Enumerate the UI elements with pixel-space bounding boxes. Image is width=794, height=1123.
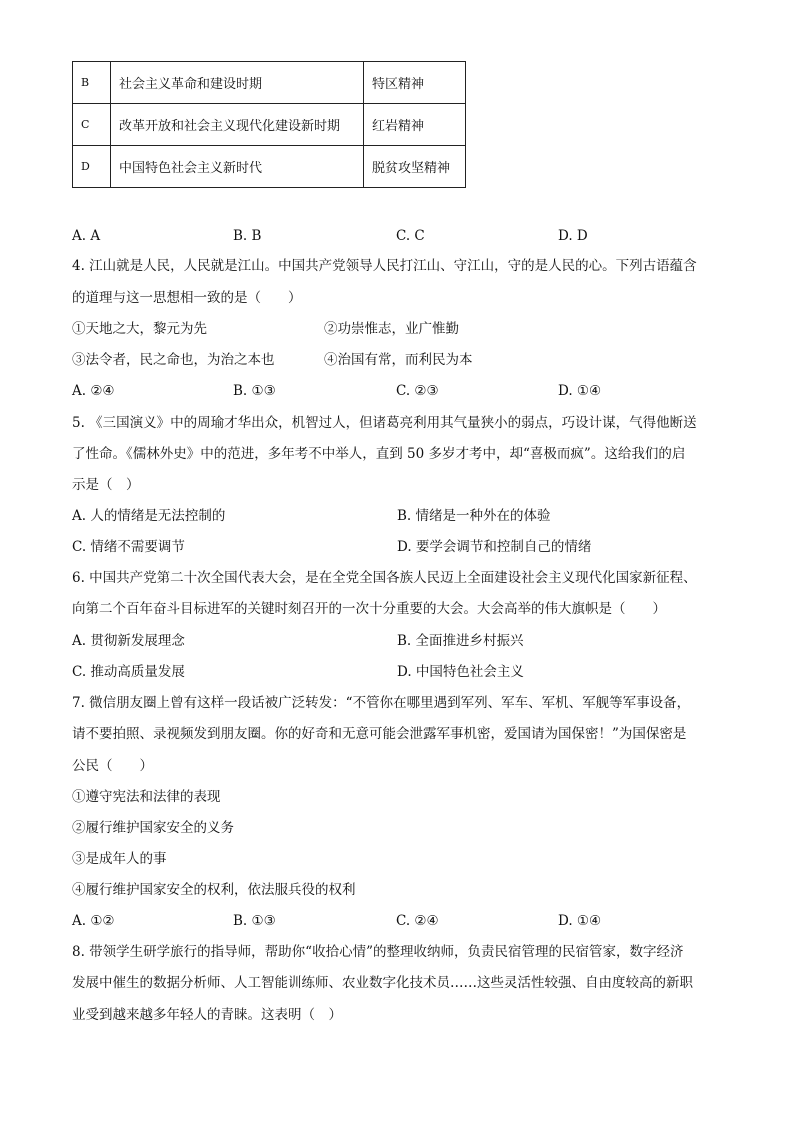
q8-stem-line2: 发展中催生的数据分析师、人工智能训练师、农业数字化技术员……这些灵活性较强、自由度较高的新职 (72, 975, 693, 991)
choice-a: A. ②④ (72, 383, 115, 399)
options-table (72, 61, 466, 188)
table-row (73, 62, 466, 104)
q7-item-4: ④履行维护国家安全的权利，依法服兵役的权利 (72, 882, 356, 898)
choice-b: B. 情绪是一种外在的体验 (397, 508, 551, 524)
q7-item-3: ③是成年人的事 (72, 851, 167, 867)
choice-b: B. ①③ (233, 383, 276, 399)
choice-c: C. 推动高质量发展 (72, 664, 185, 680)
q5-stem-line2: 了性命。《儒林外史》中的范进，多年考不中举人，直到 50 多岁才考中，却“喜极而疯”。这给我们的启 (72, 446, 686, 462)
q7-stem-line1: 7. 微信朋友圈上曾有这样一段话被广泛转发：“不管你在哪里遇到军列、军车、军机、军舰等军事设备， (72, 695, 691, 711)
row-spirit: 特区精神 (364, 62, 466, 104)
q7-item-2: ②履行维护国家安全的义务 (72, 820, 234, 836)
choice-b: B. ①③ (233, 913, 276, 929)
choice-a: A. A (72, 228, 101, 244)
q3-choices (72, 226, 732, 246)
row-period: 社会主义革命和建设时期 (111, 62, 364, 104)
q4-stem-line2: 的道理与这一思想相一致的是（ ） (72, 290, 302, 306)
row-spirit: 脱贫攻坚精神 (364, 146, 466, 188)
table-row (73, 146, 466, 188)
q5-stem-line1: 5. 《三国演义》中的周瑜才华出众，机智过人，但诸葛亮利用其气量狭小的弱点，巧设计谋，气得他断送 (72, 415, 697, 431)
q4-items-row2 (72, 350, 732, 370)
row-spirit: 红岩精神 (364, 104, 466, 146)
q4-item-1: ①天地之大，黎元为先 (72, 321, 207, 337)
choice-d: D. D (558, 228, 588, 244)
q4-items-row1 (72, 319, 732, 339)
row-period: 改革开放和社会主义现代化建设新时期 (111, 104, 364, 146)
q6-stem-line2: 向第二个百年奋斗目标进军的关键时刻召开的一次十分重要的大会。大会高举的伟大旗帜是（ ） (72, 601, 666, 617)
q6-choices-row1 (72, 631, 732, 651)
q7-stem-line3: 公民（ ） (72, 758, 153, 774)
choice-a: A. 贯彻新发展理念 (72, 633, 185, 649)
q8-stem-line3: 业受到越来越多年轻人的青睐。这表明（ ） (72, 1007, 342, 1023)
q5-choices-row2 (72, 537, 732, 557)
q5-choices-row1 (72, 506, 732, 526)
q4-stem-line1: 4. 江山就是人民，人民就是江山。中国共产党领导人民打江山、守江山，守的是人民的心。下列古语蕴含 (72, 258, 697, 274)
q5-stem-line3: 示是（ ） (72, 477, 140, 493)
choice-a: A. 人的情绪是无法控制的 (72, 508, 226, 524)
choice-d: D. 中国特色社会主义 (397, 664, 524, 680)
q4-item-3: ③法令者，民之命也，为治之本也 (72, 352, 275, 368)
q8-stem-line1: 8. 带领学生研学旅行的指导师，帮助你“收拾心情”的整理收纳师，负责民宿管理的民宿管家，数字经济 (72, 944, 684, 960)
q4-item-4: ④治国有常，而利民为本 (324, 352, 473, 368)
q6-stem-line1: 6. 中国共产党第二十次全国代表大会，是在全党全国各族人民迈上全面建设社会主义现代化国家新征程、 (72, 570, 697, 586)
table-row (73, 104, 466, 146)
choice-c: C. ②④ (396, 913, 439, 929)
choice-d: D. ①④ (558, 383, 602, 399)
row-letter: D (73, 146, 111, 188)
row-letter: B (73, 62, 111, 104)
choice-c: C. C (396, 228, 425, 244)
row-letter: C (73, 104, 111, 146)
q4-choices (72, 381, 732, 401)
choice-d: D. 要学会调节和控制自己的情绪 (397, 539, 592, 555)
q7-item-1: ①遵守宪法和法律的表现 (72, 789, 221, 805)
q7-choices (72, 911, 732, 931)
choice-a: A. ①② (72, 913, 115, 929)
choice-b: B. 全面推进乡村振兴 (397, 633, 524, 649)
choice-d: D. ①④ (558, 913, 602, 929)
choice-c: C. 情绪不需要调节 (72, 539, 185, 555)
q4-item-2: ②功崇惟志，业广惟勤 (324, 321, 459, 337)
q7-stem-line2: 请不要拍照、录视频发到朋友圈。你的好奇和无意可能会泄露军事机密，爱国请为国保密！”为国保密是 (72, 726, 687, 742)
choice-b: B. B (233, 228, 262, 244)
q6-choices-row2 (72, 662, 732, 682)
row-period: 中国特色社会主义新时代 (111, 146, 364, 188)
choice-c: C. ②③ (396, 383, 439, 399)
